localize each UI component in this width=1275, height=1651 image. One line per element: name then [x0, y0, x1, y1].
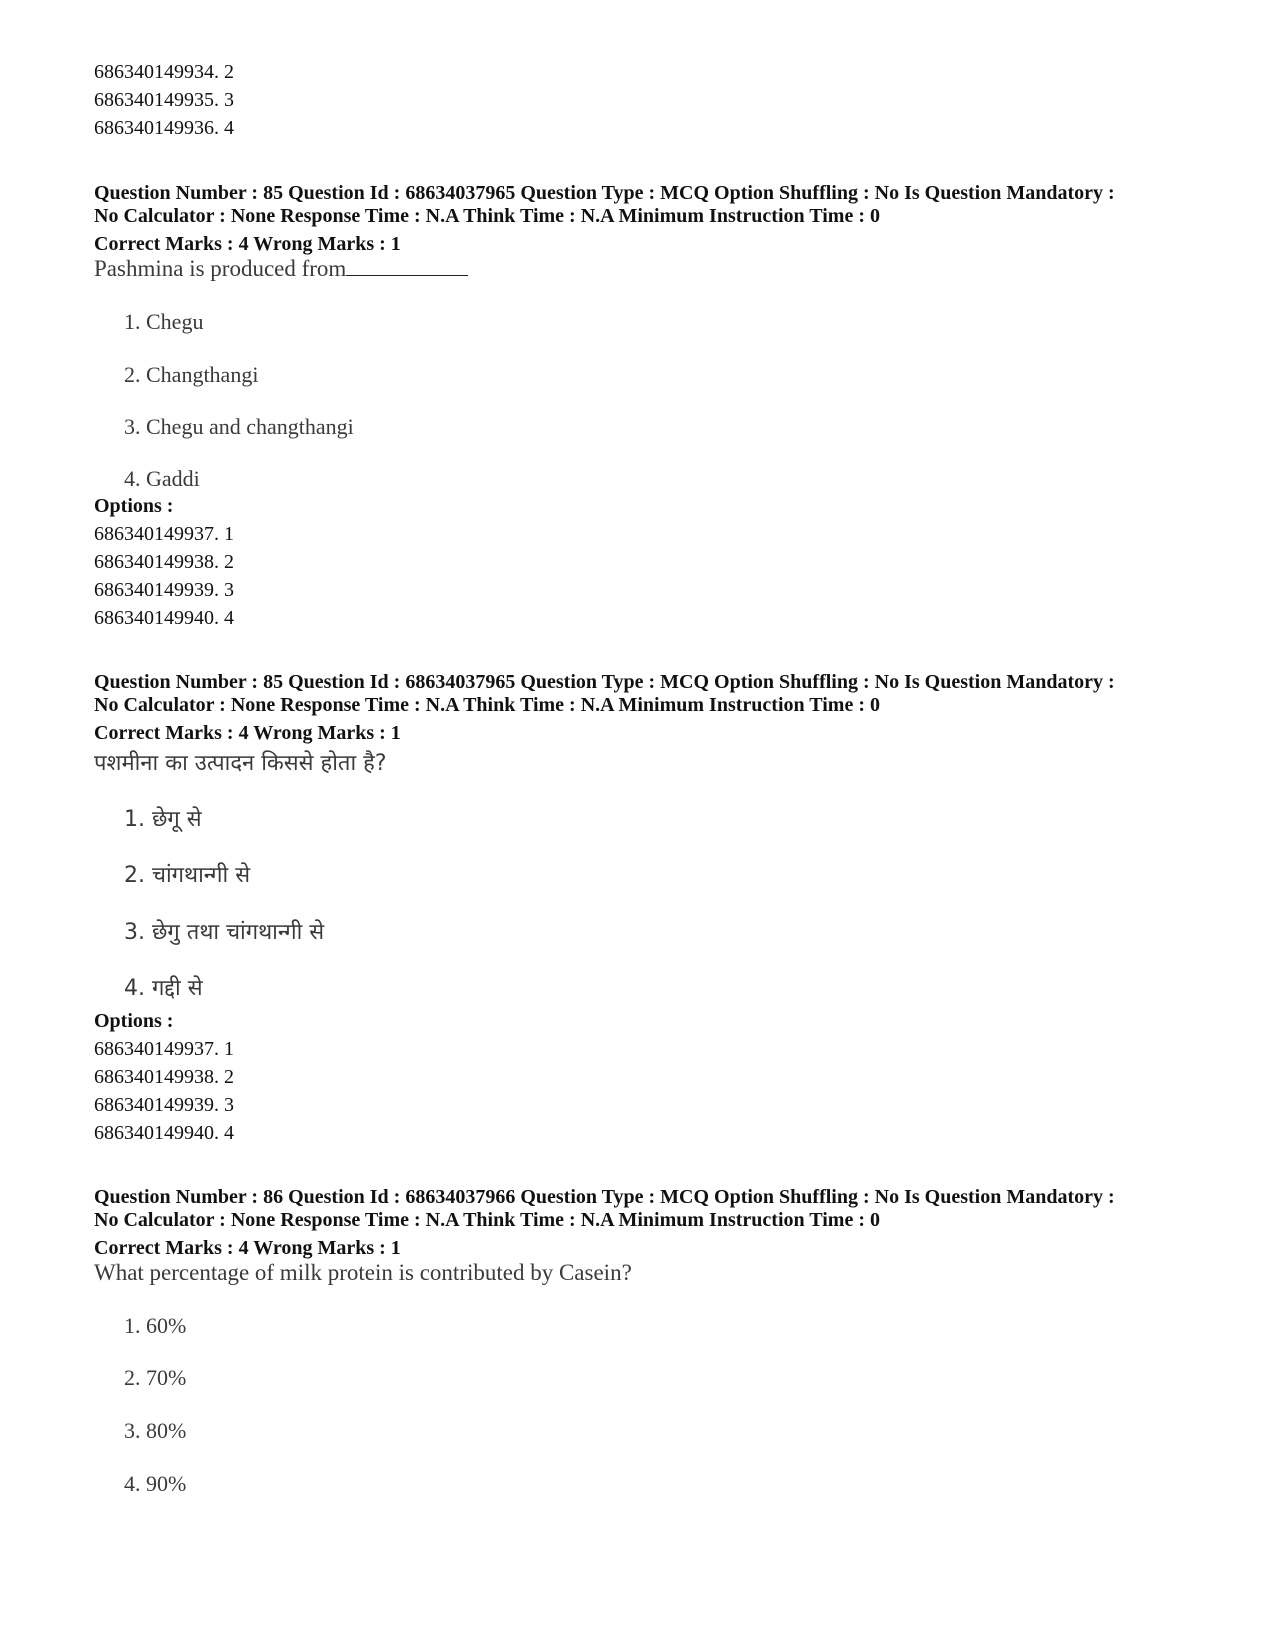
choice-item: 4. Gaddi — [124, 466, 200, 491]
question-marks: Correct Marks : 4 Wrong Marks : 1 — [94, 722, 401, 744]
question-meta-line-2: No Calculator : None Response Time : N.A Think Time : N.A Minimum Instruction Time : 0 — [94, 694, 880, 716]
option-id-line: 686340149940. 4 — [94, 1122, 234, 1144]
choice-item: 3. 80% — [124, 1418, 187, 1443]
option-id-line: 686340149937. 1 — [94, 1038, 234, 1060]
choice-item: 4. 90% — [124, 1471, 187, 1496]
choice-item: 1. 60% — [124, 1313, 187, 1338]
choice-item: 1. Chegu — [124, 309, 204, 334]
option-id-line: 686340149938. 2 — [94, 1066, 234, 1088]
option-id-line: 686340149934. 2 — [94, 61, 234, 83]
question-marks: Correct Marks : 4 Wrong Marks : 1 — [94, 233, 401, 255]
choice-item: 2. चांगथान्गी से — [124, 863, 251, 888]
question-text — [94, 255, 468, 283]
choice-item: 3. Chegu and changthangi — [124, 414, 354, 439]
option-id-line: 686340149936. 4 — [94, 117, 234, 139]
option-id-line: 686340149935. 3 — [94, 89, 234, 111]
question-meta-line-2: No Calculator : None Response Time : N.A Think Time : N.A Minimum Instruction Time : 0 — [94, 205, 880, 227]
question-text: पशमीना का उत्पादन किससे होता है? — [94, 751, 387, 776]
option-id-line: 686340149939. 3 — [94, 579, 234, 601]
choice-item: 4. गद्दी से — [124, 976, 203, 1001]
choice-item: 2. Changthangi — [124, 362, 259, 387]
question-text: What percentage of milk protein is contributed by Casein? — [94, 1260, 632, 1285]
question-marks: Correct Marks : 4 Wrong Marks : 1 — [94, 1237, 401, 1259]
answer-blank — [346, 257, 468, 276]
question-text-content: Pashmina is produced from — [94, 256, 347, 281]
choice-item: 1. छेगू से — [124, 807, 202, 832]
choice-item: 3. छेगु तथा चांगथान्गी से — [124, 920, 325, 945]
question-meta-line-2: No Calculator : None Response Time : N.A Think Time : N.A Minimum Instruction Time : 0 — [94, 1209, 880, 1231]
question-meta-line-1: Question Number : 85 Question Id : 68634037965 Question Type : MCQ Option Shuffling : No Is Question Mandatory : — [94, 671, 1115, 693]
options-label: Options : — [94, 1010, 174, 1032]
choice-item: 2. 70% — [124, 1365, 187, 1390]
option-id-line: 686340149938. 2 — [94, 551, 234, 573]
option-id-line: 686340149937. 1 — [94, 523, 234, 545]
option-id-line: 686340149940. 4 — [94, 607, 234, 629]
option-id-line: 686340149939. 3 — [94, 1094, 234, 1116]
question-meta-line-1: Question Number : 85 Question Id : 68634037965 Question Type : MCQ Option Shuffling : No Is Question Mandatory : — [94, 182, 1115, 204]
question-meta-line-1: Question Number : 86 Question Id : 68634037966 Question Type : MCQ Option Shuffling : No Is Question Mandatory : — [94, 1186, 1115, 1208]
options-label: Options : — [94, 495, 174, 517]
